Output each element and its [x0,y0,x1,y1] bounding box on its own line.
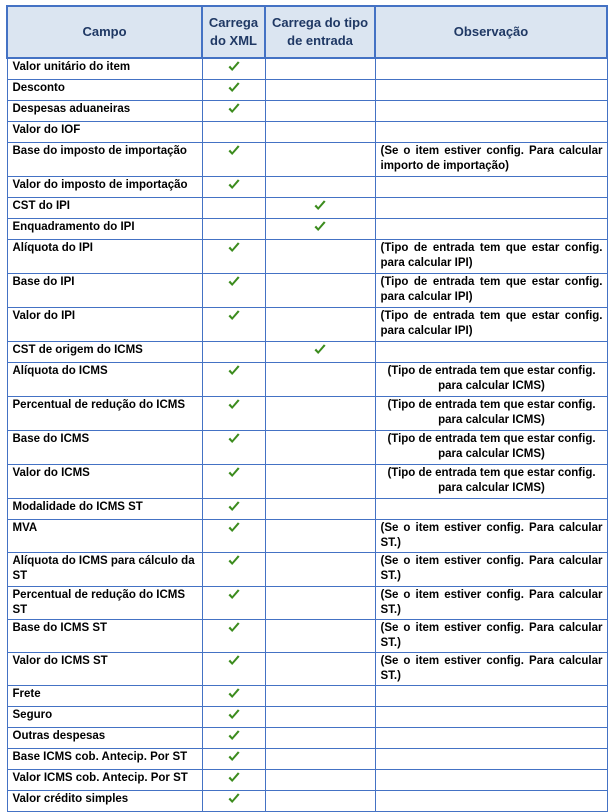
carrega-xml-cell [202,520,265,553]
table-row [7,363,607,397]
campo-cell: Base do imposto de importação [7,143,202,177]
table-row [7,198,607,219]
carrega-tipo-entrada-cell [265,122,375,143]
observacao-cell [375,749,607,770]
campo-cell: Base do ICMS ST [7,620,202,653]
campo-cell: Base do IPI [7,274,202,308]
observacao-cell: (Se o item estiver config. Para calcular ST.) [375,520,607,553]
observacao-cell [375,101,607,122]
fields-table [6,5,608,812]
campo-cell: CST do IPI [7,198,202,219]
carrega-tipo-entrada-cell [265,363,375,397]
check-icon [227,403,241,415]
campo-cell: Percentual de redução do ICMS [7,397,202,431]
check-icon [227,86,241,98]
observacao-cell [375,80,607,101]
observacao-cell: (Tipo de entrada tem que estar config. para calcular ICMS) [375,363,607,397]
campo-cell: CST de origem do ICMS [7,342,202,363]
table-row [7,58,607,80]
observacao-cell [375,770,607,791]
carrega-tipo-entrada-cell [265,274,375,308]
carrega-xml-cell [202,342,265,363]
observacao-cell [375,177,607,198]
observacao-cell [375,219,607,240]
observacao-cell [375,198,607,219]
campo-cell: Percentual de redução do ICMS ST [7,587,202,620]
carrega-tipo-entrada-cell [265,198,375,219]
carrega-xml-cell [202,58,265,80]
check-icon [227,755,241,767]
observacao-cell [375,686,607,707]
header-carrega-tipo-entrada: Carrega do tipo de entrada [265,6,375,58]
observacao-cell: (Tipo de entrada tem que estar config. para calcular IPI) [375,308,607,342]
check-icon [227,526,241,538]
check-icon [227,149,241,161]
carrega-xml-cell [202,728,265,749]
carrega-xml-cell [202,80,265,101]
check-icon [227,559,241,571]
carrega-tipo-entrada-cell [265,553,375,587]
campo-cell: Alíquota do IPI [7,240,202,274]
check-icon [227,505,241,517]
check-icon [227,280,241,292]
table-row [7,653,607,686]
fields-table-container [6,5,608,812]
carrega-xml-cell [202,791,265,812]
check-icon [227,65,241,77]
carrega-tipo-entrada-cell [265,465,375,499]
campo-cell: Base ICMS cob. Antecip. Por ST [7,749,202,770]
check-icon [227,713,241,725]
carrega-tipo-entrada-cell [265,620,375,653]
header-observacao: Observação [375,6,607,58]
campo-cell: Valor do imposto de importação [7,177,202,198]
observacao-cell: (Tipo de entrada tem que estar config. para calcular IPI) [375,240,607,274]
check-icon [227,692,241,704]
campo-cell: MVA [7,520,202,553]
carrega-tipo-entrada-cell [265,686,375,707]
observacao-cell [375,791,607,812]
table-row [7,553,607,587]
observacao-cell: (Se o item estiver config. Para calcular ST.) [375,587,607,620]
campo-cell: Outras despesas [7,728,202,749]
carrega-xml-cell [202,431,265,465]
check-icon [227,246,241,258]
table-row [7,620,607,653]
carrega-tipo-entrada-cell [265,219,375,240]
carrega-xml-cell [202,587,265,620]
carrega-xml-cell [202,101,265,122]
table-row [7,143,607,177]
observacao-cell [375,58,607,80]
table-row [7,308,607,342]
observacao-cell [375,728,607,749]
table-row [7,431,607,465]
carrega-xml-cell [202,122,265,143]
carrega-xml-cell [202,219,265,240]
carrega-xml-cell [202,397,265,431]
carrega-xml-cell [202,240,265,274]
carrega-xml-cell [202,499,265,520]
check-icon [313,348,327,360]
observacao-cell [375,499,607,520]
table-row [7,749,607,770]
carrega-xml-cell [202,653,265,686]
carrega-xml-cell [202,686,265,707]
table-body [7,58,607,812]
carrega-tipo-entrada-cell [265,101,375,122]
campo-cell: Alíquota do ICMS [7,363,202,397]
carrega-xml-cell [202,553,265,587]
campo-cell: Valor do ICMS [7,465,202,499]
carrega-xml-cell [202,198,265,219]
table-row [7,101,607,122]
campo-cell: Desconto [7,80,202,101]
campo-cell: Enquadramento do IPI [7,219,202,240]
carrega-tipo-entrada-cell [265,707,375,728]
check-icon [227,369,241,381]
header-carrega-xml: Carrega do XML [202,6,265,58]
table-row [7,274,607,308]
table-row [7,240,607,274]
carrega-xml-cell [202,363,265,397]
observacao-cell: (Se o item estiver config. Para calcular importo de importação) [375,143,607,177]
check-icon [227,437,241,449]
observacao-cell: (Tipo de entrada tem que estar config. para calcular IPI) [375,274,607,308]
carrega-tipo-entrada-cell [265,342,375,363]
check-icon [313,204,327,216]
observacao-cell: (Tipo de entrada tem que estar config. para calcular ICMS) [375,465,607,499]
carrega-tipo-entrada-cell [265,770,375,791]
campo-cell: Valor do IPI [7,308,202,342]
carrega-xml-cell [202,177,265,198]
campo-cell: Frete [7,686,202,707]
observacao-cell: (Se o item estiver config. Para calcular ST.) [375,620,607,653]
header-campo: Campo [7,6,202,58]
observacao-cell: (Tipo de entrada tem que estar config. para calcular ICMS) [375,431,607,465]
table-row [7,791,607,812]
carrega-xml-cell [202,770,265,791]
check-icon [227,659,241,671]
table-row [7,80,607,101]
table-row [7,587,607,620]
table-header-row [7,6,607,58]
campo-cell: Valor unitário do item [7,58,202,80]
carrega-tipo-entrada-cell [265,587,375,620]
table-row [7,770,607,791]
table-row [7,122,607,143]
campo-cell: Base do ICMS [7,431,202,465]
check-icon [227,776,241,788]
carrega-tipo-entrada-cell [265,728,375,749]
carrega-tipo-entrada-cell [265,308,375,342]
observacao-cell: (Tipo de entrada tem que estar config. para calcular ICMS) [375,397,607,431]
carrega-tipo-entrada-cell [265,397,375,431]
campo-cell: Alíquota do ICMS para cálculo da ST [7,553,202,587]
carrega-tipo-entrada-cell [265,520,375,553]
observacao-cell [375,707,607,728]
observacao-cell: (Se o item estiver config. Para calcular ST.) [375,653,607,686]
check-icon [227,797,241,809]
check-icon [227,593,241,605]
carrega-xml-cell [202,707,265,728]
campo-cell: Seguro [7,707,202,728]
campo-cell: Modalidade do ICMS ST [7,499,202,520]
campo-cell: Valor do IOF [7,122,202,143]
carrega-tipo-entrada-cell [265,653,375,686]
carrega-tipo-entrada-cell [265,240,375,274]
carrega-tipo-entrada-cell [265,143,375,177]
table-row [7,177,607,198]
carrega-tipo-entrada-cell [265,431,375,465]
campo-cell: Valor crédito simples [7,791,202,812]
carrega-tipo-entrada-cell [265,749,375,770]
table-row [7,520,607,553]
campo-cell: Despesas aduaneiras [7,101,202,122]
carrega-tipo-entrada-cell [265,177,375,198]
carrega-xml-cell [202,308,265,342]
carrega-xml-cell [202,749,265,770]
table-row [7,686,607,707]
check-icon [227,314,241,326]
table-row [7,707,607,728]
check-icon [313,225,327,237]
table-row [7,499,607,520]
check-icon [227,471,241,483]
observacao-cell [375,122,607,143]
table-row [7,728,607,749]
observacao-cell [375,342,607,363]
carrega-tipo-entrada-cell [265,80,375,101]
table-row [7,342,607,363]
table-row [7,219,607,240]
table-row [7,465,607,499]
check-icon [227,183,241,195]
campo-cell: Valor ICMS cob. Antecip. Por ST [7,770,202,791]
carrega-tipo-entrada-cell [265,499,375,520]
check-icon [227,107,241,119]
carrega-tipo-entrada-cell [265,58,375,80]
campo-cell: Valor do ICMS ST [7,653,202,686]
table-row [7,397,607,431]
check-icon [227,734,241,746]
carrega-xml-cell [202,143,265,177]
observacao-cell: (Se o item estiver config. Para calcular ST.) [375,553,607,587]
check-icon [227,626,241,638]
carrega-xml-cell [202,274,265,308]
carrega-tipo-entrada-cell [265,791,375,812]
carrega-xml-cell [202,620,265,653]
carrega-xml-cell [202,465,265,499]
